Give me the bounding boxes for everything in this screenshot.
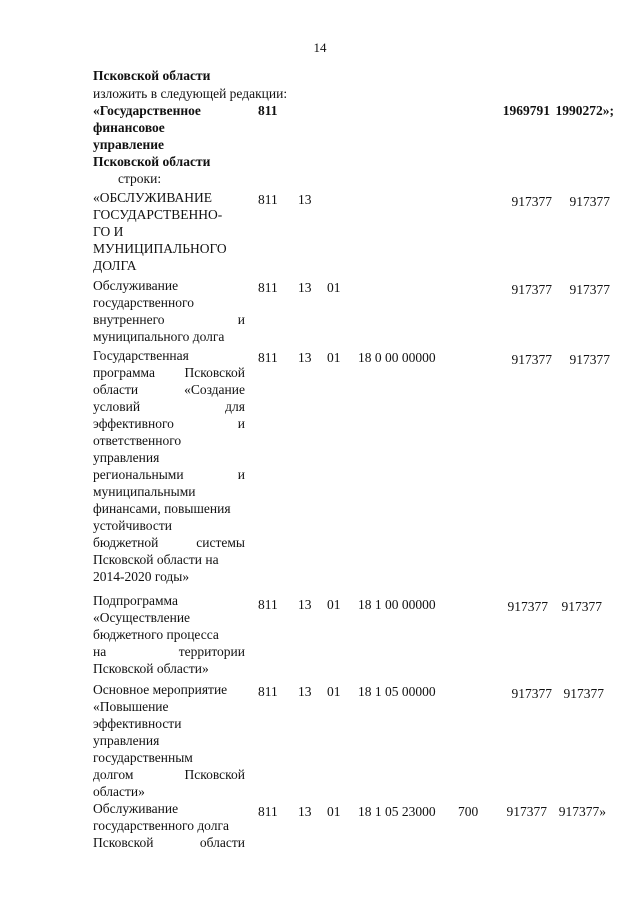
podrazdel-cell: 01 xyxy=(327,597,341,612)
year1-cell: 917377 xyxy=(511,194,552,209)
grbs-cell: 811 xyxy=(258,192,278,207)
csr-cell: 18 0 00 00000 xyxy=(358,350,436,365)
desc-line: финансами, повышения xyxy=(93,501,231,516)
row-desc-4 xyxy=(93,347,245,585)
desc-line: муниципального долга xyxy=(93,329,225,344)
desc-line: управления xyxy=(93,733,160,748)
desc-line: ГО И xyxy=(93,224,124,239)
desc-line: Обслуживание xyxy=(93,278,179,293)
grbs-cell: 811 xyxy=(258,597,278,612)
podrazdel-cell: 01 xyxy=(327,684,341,699)
grbs-cell: 811 xyxy=(258,804,278,819)
year2-cell: 917377 xyxy=(569,352,610,367)
row-desc-6 xyxy=(93,681,245,800)
desc-line: финансовое xyxy=(93,120,165,135)
desc-line: Подпрограмма xyxy=(93,593,178,608)
desc-word: внутреннего xyxy=(93,312,165,327)
intro-line: изложить в следующей редакции: xyxy=(93,86,288,101)
desc-line: Обслуживание xyxy=(93,801,179,816)
desc-line: «Осуществление xyxy=(93,610,191,625)
desc-line: «Государственное xyxy=(93,103,201,118)
podrazdel-cell: 01 xyxy=(327,280,341,295)
desc-word: и xyxy=(237,312,245,327)
razdel-cell: 13 xyxy=(298,350,312,365)
desc-line: Псковской области xyxy=(93,154,211,169)
row-desc-3 xyxy=(93,277,245,345)
row-desc-2 xyxy=(93,189,245,274)
grbs-cell: 811 xyxy=(258,280,278,295)
year2-cell: 917377» xyxy=(558,804,606,819)
razdel-cell: 13 xyxy=(298,804,312,819)
podrazdel-cell: 01 xyxy=(327,350,341,365)
desc-line: МУНИЦИПАЛЬНОГО xyxy=(93,241,227,256)
lines-label: строки: xyxy=(118,171,162,186)
year2-cell: 1990272»; xyxy=(555,103,614,118)
desc-line: Государственная xyxy=(93,348,189,363)
row-desc-0 xyxy=(93,102,245,170)
row-desc-5 xyxy=(93,592,245,677)
desc-line: Псковской области на xyxy=(93,552,219,567)
desc-line: государственным xyxy=(93,750,193,765)
desc-line: государственного долга xyxy=(93,818,230,833)
desc-line: Основное мероприятие xyxy=(93,682,228,697)
desc-line: управление xyxy=(93,137,165,152)
desc-line: ответственного xyxy=(93,433,182,448)
desc-line: «ОБСЛУЖИВАНИЕ xyxy=(93,190,213,205)
org-line: Псковской области xyxy=(93,68,211,83)
year2-cell: 917377 xyxy=(563,686,604,701)
year1-cell: 917377 xyxy=(507,599,548,614)
csr-cell: 18 1 05 00000 xyxy=(358,684,436,699)
desc-line: управления xyxy=(93,450,160,465)
year1-cell: 917377 xyxy=(511,686,552,701)
desc-line: ГОСУДАРСТВЕННО- xyxy=(93,207,223,222)
desc-line: муниципальными xyxy=(93,484,196,499)
desc-line-justified: на территории xyxy=(93,644,245,659)
desc-line-justified: условий для xyxy=(93,399,245,414)
desc-line-justified: Псковской области xyxy=(93,835,245,850)
grbs-cell: 811 xyxy=(258,103,278,118)
desc-line-justified: бюджетной системы xyxy=(93,535,245,550)
razdel-cell: 13 xyxy=(298,280,312,295)
year2-cell: 917377 xyxy=(561,599,602,614)
year1-cell: 1969791 xyxy=(502,103,550,118)
year2-cell: 917377 xyxy=(569,194,610,209)
csr-cell: 18 1 05 23000 xyxy=(358,804,436,819)
grbs-cell: 811 xyxy=(258,350,278,365)
podrazdel-cell: 01 xyxy=(327,804,341,819)
desc-line: «Повышение xyxy=(93,699,169,714)
year1-cell: 917377 xyxy=(511,282,552,297)
year1-cell: 917377 xyxy=(506,804,547,819)
desc-line: бюджетного процесса xyxy=(93,627,219,642)
desc-line-justified: области «Создание xyxy=(93,382,245,397)
desc-line: Псковской области» xyxy=(93,661,209,676)
desc-line-justified xyxy=(93,311,245,328)
desc-line: 2014-2020 годы» xyxy=(93,569,190,584)
year1-cell: 917377 xyxy=(511,352,552,367)
razdel-cell: 13 xyxy=(298,684,312,699)
desc-line-justified: эффективного и xyxy=(93,416,245,431)
desc-line: ДОЛГА xyxy=(93,258,137,273)
desc-line-justified: программа Псковской xyxy=(93,365,245,380)
razdel-cell: 13 xyxy=(298,597,312,612)
razdel-cell: 13 xyxy=(298,192,312,207)
desc-line: области» xyxy=(93,784,145,799)
year2-cell: 917377 xyxy=(569,282,610,297)
row-desc-7 xyxy=(93,800,245,851)
desc-line-justified: региональными и xyxy=(93,467,245,482)
desc-line: устойчивости xyxy=(93,518,172,533)
grbs-cell: 811 xyxy=(258,684,278,699)
csr-cell: 18 1 00 00000 xyxy=(358,597,436,612)
desc-line: государственного xyxy=(93,295,194,310)
page-number: 14 xyxy=(313,40,327,55)
desc-line-justified: долгом Псковской xyxy=(93,767,245,782)
desc-line: эффективности xyxy=(93,716,182,731)
vr-cell: 700 xyxy=(458,804,479,819)
